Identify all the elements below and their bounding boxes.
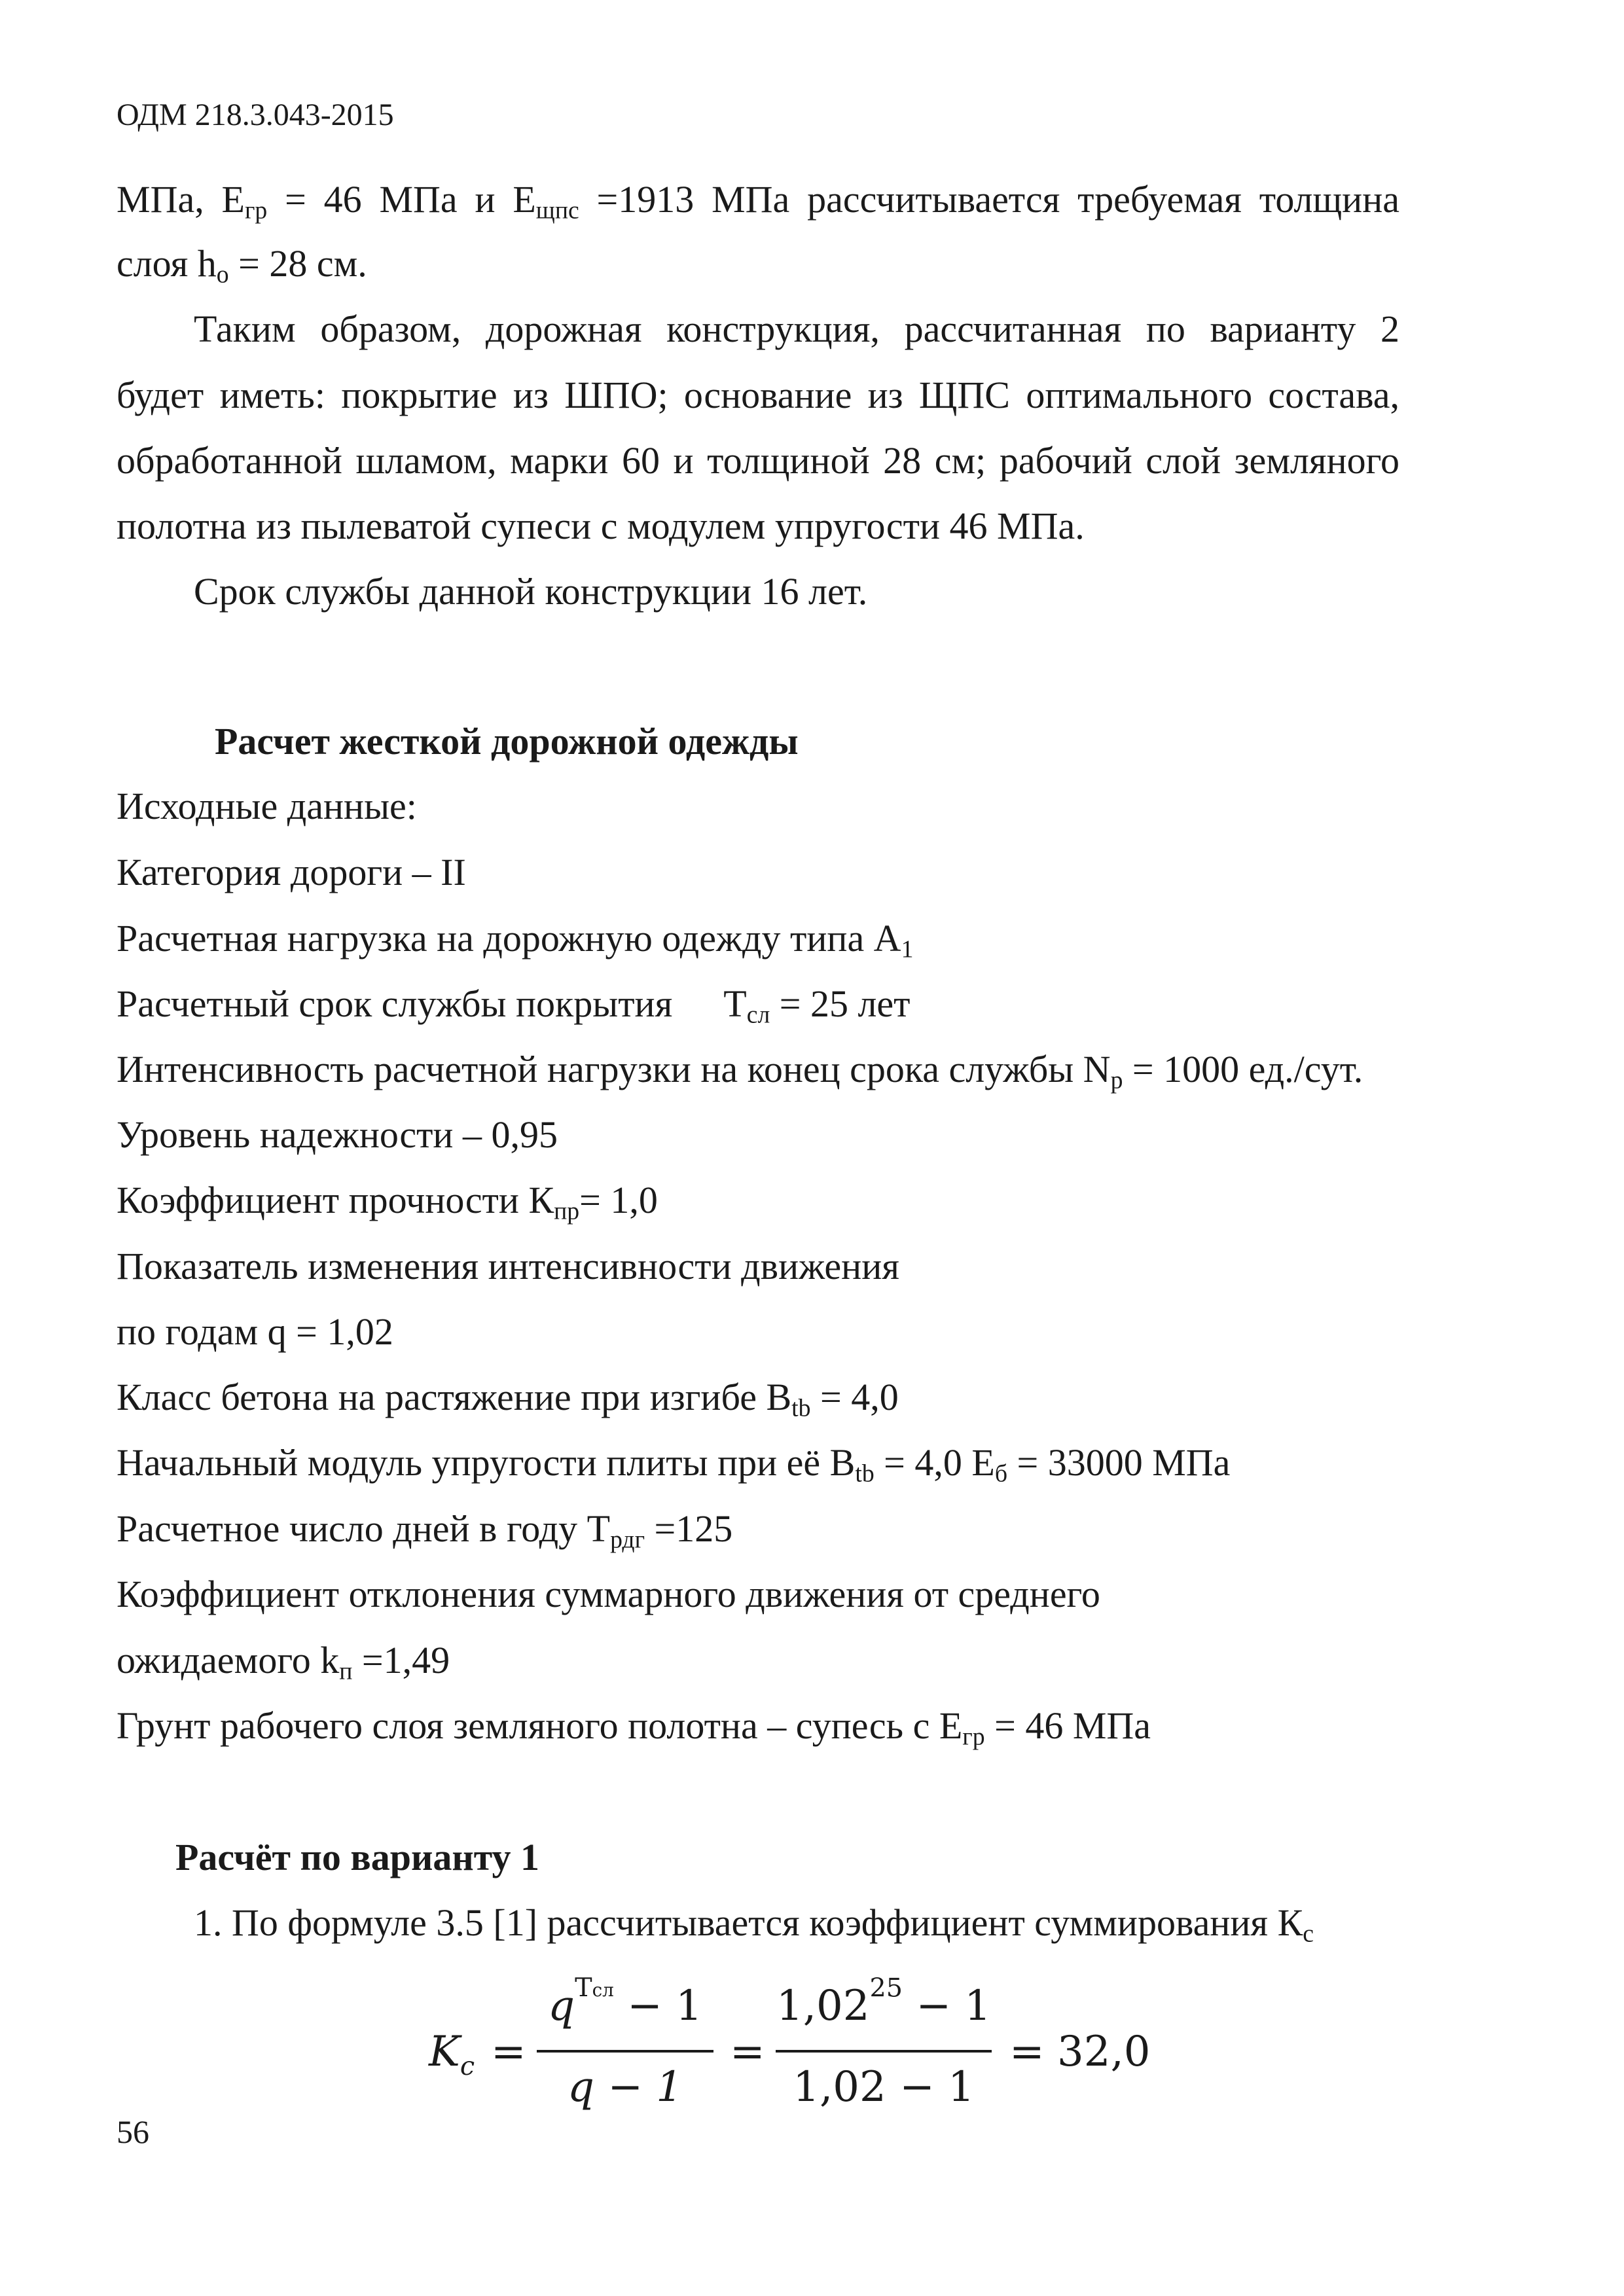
subscript: п [339,1657,353,1685]
text-run: ожидаемого k [117,1639,340,1681]
subscript: пр [554,1197,580,1225]
subgrade-soil [117,1703,1151,1749]
fraction-denominator: q − 1 [568,2063,683,2111]
text-run: =1913 МПа рассчитывается требуемая толщина [579,178,1399,221]
text-run: Начальный модуль упругости плиты при её В [117,1441,856,1484]
strength-coefficient [117,1177,658,1223]
traffic-growth-line1: Показатель изменения интенсивности движения [117,1245,899,1287]
subscript: щпс [535,196,579,224]
text-run: = 33000 МПа [1007,1441,1231,1484]
text-run: = 25 лет [770,982,911,1025]
fraction-bar [537,2050,713,2053]
formula-fraction-numeric [776,1970,992,2134]
subscript: рдг [610,1526,645,1554]
text-run: Грунт рабочего слоя земляного полотна – супесь с Е [117,1704,963,1747]
text-run: = 4,0 [810,1376,899,1418]
subscript: гр [962,1723,985,1751]
text-run: = 1000 ед./сут. [1123,1048,1363,1090]
para3-line: Срок службы данной конструкции 16 лет. [194,570,868,613]
deviation-coefficient-line1: Коэффициент отклонения суммарного движения от среднего [117,1573,1100,1615]
formula-lhs: $K_c$ [429,2028,475,2081]
fraction-denominator: 1,02 − 1 [793,2063,975,2111]
initial-modulus [117,1440,1230,1486]
para1-line2 [117,241,367,287]
page-number: 56 [117,2113,149,2150]
text-run: Т [723,982,747,1025]
subscript: tb [855,1460,875,1488]
design-load [117,916,913,961]
text-run: 1. По формуле 3.5 [1] рассчитывается коэффициент суммирования К [194,1901,1303,1944]
design-days [117,1506,732,1552]
subscript: 1 [901,935,914,963]
subscript: с [1303,1920,1314,1948]
text-run: =1,49 [352,1639,450,1681]
initial-data-title: Исходные данные: [117,785,417,827]
fraction-bar [776,2050,992,2053]
section-heading-rigid-pavement: Расчет жесткой дорожной одежды [215,720,799,762]
text-run: = 1,0 [579,1179,658,1221]
para2-line1: Таким образом, дорожная конструкция, рассчитанная по варианту 2 [194,308,1399,350]
road-category: Категория дороги – II [117,851,466,893]
formula-equals-3: = [1009,2028,1045,2076]
formula-equals-2: = [730,2028,765,2076]
subscript: б [994,1460,1007,1488]
fraction-numerator: $q^{Тсл} - 1$ [548,1973,702,2030]
text-run: = 4,0 Е [874,1441,995,1484]
concrete-class [117,1374,899,1420]
text-run: Класс бетона на растяжение при изгибе В [117,1376,792,1418]
subscript: р [1110,1066,1123,1094]
formula-equals-1: = [491,2028,526,2076]
service-life [117,981,911,1027]
para2-line3: обработанной шламом, марки 60 и толщиной 28 см; рабочий слой земляного [117,439,1399,482]
variant1-heading: Расчёт по варианту 1 [175,1836,540,1878]
subscript: tb [791,1394,811,1422]
deviation-coefficient-line2 [117,1638,450,1683]
text-run: = 46 МПа [984,1704,1151,1747]
text-run: Расчетное число дней в году Т [117,1507,611,1550]
load-intensity [117,1047,1363,1092]
variant1-step1 [194,1900,1314,1946]
subscript: сл [746,1001,770,1029]
formula-fraction-general [537,1970,713,2134]
subscript: гр [244,196,268,224]
formula-result: 32,0 [1057,2028,1151,2076]
para2-line2: будет иметь: покрытие из ШПО; основание из ЩПС оптимального состава, [117,374,1399,416]
text-run: = 28 см. [228,242,367,285]
text-run: =125 [645,1507,733,1550]
text-run: МПа, Е [117,178,245,221]
text-run: Коэффициент прочности К [117,1179,554,1221]
reliability-level: Уровень надежности – 0,95 [117,1113,558,1156]
text-run: = 46 МПа и Е [267,178,536,221]
traffic-growth-line2: по годам q = 1,02 [117,1310,393,1353]
text-run: Интенсивность расчетной нагрузки на конец срока службы N [117,1048,1111,1090]
text-run: Расчетный срок службы покрытия [117,982,673,1025]
para1-line1 [117,177,1399,223]
document-code: ОДМ 218.3.043-2015 [117,98,394,132]
subscript: о [216,260,229,289]
text-run: слоя h [117,242,217,285]
para2-line4: полотна из пылеватой супеси с модулем упругости 46 МПа. [117,505,1085,547]
fraction-numerator: $1,02^{25} - 1$ [776,1973,991,2030]
text-run: Расчетная нагрузка на дорожную одежду типа А [117,917,901,960]
